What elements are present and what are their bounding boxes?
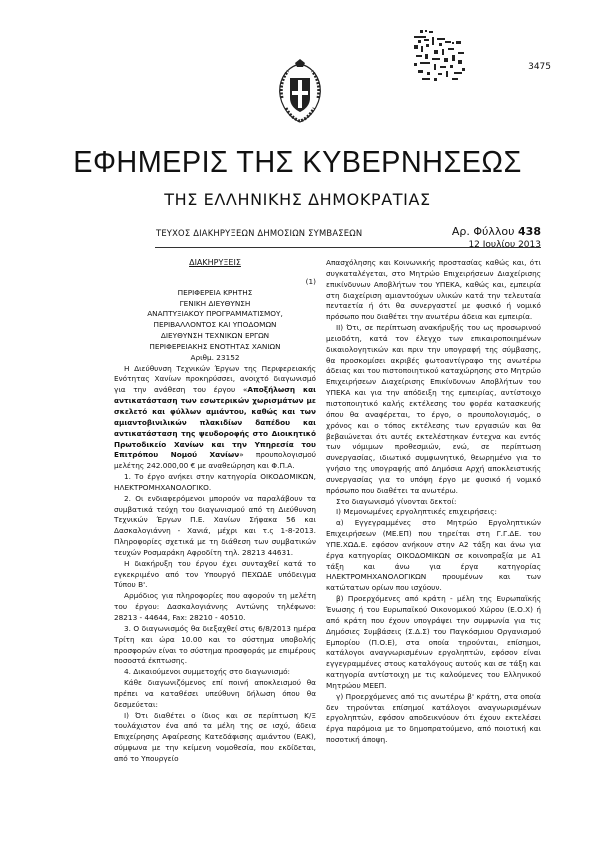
paragraph: Ι) Μεμονωμένες εργοληπτικές επιχειρήσεις: [336, 507, 497, 517]
paragraph: Η διακήρυξη του έργου έχει συνταχθεί κατά το εγκεκριμένο από τον Υπουργό ΠΕΧΩΔΕ υπόδειγμα Τύπου Β'. [114, 558, 316, 590]
greek-coat-of-arms-icon [272, 58, 328, 126]
gazette-title: ΕΦΗΜΕΡΙΣ ΤΗΣ ΚΥΒΕΡΝΗΣΕΩΣ [73, 144, 522, 179]
paragraph: β) Προερχόμενες από κράτη - μέλη της Ευρωπαϊκής Ένωσης ή του Ευρωπαϊκού Οικονομικού Χώρου (Ε.Ο.Χ) ή από κράτη που έχουν υπογράψει την συμφωνία για τις Δημόσιες Συμβάσεις (Σ.Δ.Σ) του Παγκόσμιου Οργανισμού Εμπορίου (Π.Ο.Ε), στα οποία τηρούνται, επίσημοι, κατάλογοι αναγνωρισμένων εργοληπτών, εφόσον είναι εγγεγραμμένες στους καταλόγους αυτούς και σε τάξη και κατηγορία αντίστοιχη με τις καλούμενες του Ελληνικού Μητρώου ΜΕΕΠ. [326, 594, 541, 690]
notice-number: (1) [305, 276, 316, 286]
paragraph [114, 364, 316, 472]
paragraph: 1. Το έργο ανήκει στην κατηγορία ΟΙΚΟΔΟΜΙΚΩΝ, ΗΛΕΚΤΡΟΜΗΧΑΝΟΛΟΓΙΚΟ. [114, 472, 316, 492]
right-column [326, 258, 541, 746]
authority-line: ΔΙΕΥΘΥΝΣΗ ΤΕΧΝΙΚΩΝ ΕΡΓΩΝ [160, 331, 270, 341]
paragraph: Στο διαγωνισμό γίνονται δεκτοί: [336, 496, 457, 506]
paragraph: Αρμόδιος για πληροφορίες που αφορούν τη μελέτη του έργου: Δασκαλογιάννης Αντώνης τηλέφωνο: 28213 - 44644, Fax: 28210 - 40510. [114, 591, 316, 622]
sheet-number: 438 [518, 225, 541, 238]
gazette-subtitle: ΤΗΣ ΕΛΛΗΝΙΚΗΣ ΔΗΜΟΚΡΑΤΙΑΣ [164, 190, 431, 209]
paragraph: α) Εγγεγραμμένες στο Μητρώο Εργοληπτικών Επιχειρήσεων (ΜΕ.ΕΠ) που τηρείται στη Γ.Γ.ΔΕ. του ΥΠΕ.ΧΩΔ.Ε. εφόσον ανήκουν στην Α2 τάξη και άνω για έργα κατηγορίας ΟΙΚΟΔΟΜΙΚΩΝ σε κοινοπραξία με Α1 τάξη και άνω για έργα κατηγορίας ΗΛΕΚΤΡΟΜΗΧΑΝΟΛΟΓΙΚΩΝ προυμένων και των κατώτατων ορίων που ισχύουν. [326, 518, 541, 593]
paragraph: 3. Ο διαγωνισμός θα διεξαχθεί στις 6/8/2013 ημέρα Τρίτη και ώρα 10.00 και το σύστημα υποβολής προσφορών είναι το σύστημα προσφοράς με επιμέρους ποσοστά έκπτωσης. [114, 623, 316, 666]
page-number: 3475 [528, 62, 551, 72]
authority-line: ΠΕΡΙΦΕΡΕΙΑ ΚΡΗΤΗΣ [177, 287, 253, 297]
paragraph: Κάθε διαγωνιζόμενος επί ποινή αποκλεισμού θα πρέπει να καταθέσει υπεύθυνη δήλωση όπου θα δεσμεύεται: [114, 678, 316, 709]
authority-line: ΓΕΝΙΚΗ ΔΙΕΥΘΥΝΣΗ [179, 298, 251, 308]
sheet-label-text: Αρ. Φύλλου [451, 225, 515, 238]
authority-line: ΑΝΑΠΤΥΞΙΑΚΟΥ ΠΡΟΓΡΑΜΜΑΤΙΣΜΟΥ, [147, 309, 283, 319]
qr-barcode-icon [412, 28, 470, 84]
paragraph-intro: Η Διεύθυνση Τεχνικών Έργων της Περιφερειακής Ενότητας Χανίων προκηρύσσει, ανοιχτό διαγωνισμό για την ανάθεση του έργου « [114, 363, 316, 395]
authority-line: ΠΕΡΙΒΑΛΛΟΝΤΟΣ ΚΑΙ ΥΠΟΔΟΜΩΝ [153, 320, 277, 330]
paragraph: Απασχόλησης και Κοινωνικής προστασίας καθώς και, ότι συγκαταλέγεται, στο Μητρώο Επιχειρήσεων Διαχείρισης επικίνδυνων Αποβλήτων του ΥΠΕΚΑ, καθώς και, εμπειρία στη διαχείριση αμιαντούχων υλικών κατά την τελευταία πενταετία ή ότι θα συνεργαστεί με φυσικό ή νομικό πρόσωπο που διαθέτει την ανωτέρω άδεια και εμπειρία. [326, 258, 541, 322]
left-column [114, 258, 316, 765]
issue-type: ΤΕΥΧΟΣ ΔΙΑΚΗΡΥΞΕΩΝ ΔΗΜΟΣΙΩΝ ΣΥΜΒΑΣΕΩΝ [156, 228, 363, 238]
protocol-number: Αριθμ. 23152 [190, 352, 240, 362]
paragraph: Ι) Ότι διαθέτει ο ίδιος και σε περίπτωση Κ/Ξ τουλάχιστον ένα από τα μέλη της σε ισχύ, άδεια Επιχείρησης Αφαίρεσης Κατεδάφισης αμιάντου (ΕΑΚ), σύμφωνα με την κείμενη νομοθεσία, που εκδίδεται, από το Υπουργείο [114, 710, 316, 763]
paragraph: 4. Δικαιούμενοι συμμετοχής στο διαγωνισμό: [124, 667, 291, 677]
project-title: Αποξήλωση και αντικατάσταση των εσωτερικών χωρισμάτων με σκελετό και φύλλων αμιάντου, καθώς και των αμιαντοβινιλικών πλακιδίων δαπέδου και αντικατάσταση της ψευδοροφής στο Διοικητικό Πρωτοδικείο Χανίων και την Υπηρεσία του Επιτρόπου Νομού Χανίων [114, 385, 316, 460]
paragraph: γ) Προερχόμενες από τις ανωτέρω β' κράτη, στα οποία δεν τηρούνται επίσημοί κατάλογοι αναγνωρισμένων εργοληπτών, εφόσον αποδεικνύουν ότι έχουν εκτελέσει έργα παρόμοια με το δημοπρατούμενο, από ποιοτική και ποσοτική άποψη. [326, 691, 541, 745]
section-heading: ΔΙΑΚΗΡΥΞΕΙΣ [189, 258, 241, 267]
issue-date: 12 Ιουλίου 2013 [468, 240, 541, 250]
sheet-number-label [452, 225, 541, 238]
paragraph: 2. Οι ενδιαφερόμενοι μπορούν να παραλάβουν τα συμβατικά τεύχη του διαγωνισμού από τη Διεύθυνση Τεχνικών Έργων Π.Ε. Χανίων Σήφακα 56 και Δασκαλογιάννη - Χανιά, μέχρι και τ.ς 1-8-2013. Πληροφορίες σχετικά με τη διάθεση των συμβατικών τευχών Ροσμαράκη Αφροδίτη τηλ. 28213 44631. [114, 493, 316, 557]
paragraph: ΙΙ) Ότι, σε περίπτωση ανακήρυξής του ως προσωρινού μειοδότη, κατά τον έλεγχο των επικαιροποιημένων δικαιολογητικών και πριν την υπογραφή της σύμβασης, θα προσκομίσει ακριβές φωτοαντίγραφο της ανωτέρω άδειας και του πιστοποιητικού καταχώρησης στο Μητρώο Επιχειρήσεων Διαχείρισης Επικίνδυνων Αποβλήτων του ΥΠΕΚΑ και για την απόδειξη της εμπειρίας, αντίστοιχο πιστοποιητικό καλής εκτέλεσης του φορέα κατασκευής όπου θα αναφέρεται, το έργο, ο προυπολογισμός, ο χρόνος και ο τόπος εκτέλεσης των εργασιών και θα βεβαιώνεται ότι αυτές εκτελέστηκαν έντεχνα και εντός των νόμιμων προθεσμιών, ενώ, σε περίπτωση συνεργασίας, ιδιωτικό συμφωνητικό, θεωρημένο για το γνήσιο της υπογραφής από Δημόσια Αρχή αποκλειστικής συνεργασίας για το υπόψη έργο με φυσικό ή νομικό πρόσωπο που διαθέτει τα ανωτέρω. [326, 323, 541, 495]
authority-line: ΠΕΡΙΦΕΡΕΙΑΚΗΣ ΕΝΟΤΗΤΑΣ ΧΑΝΙΩΝ [149, 341, 281, 351]
paragraph-rest: » προυπολογισμού μελέτης 242.000,00 € με αναθεώρηση και Φ.Π.Α. [114, 450, 316, 471]
